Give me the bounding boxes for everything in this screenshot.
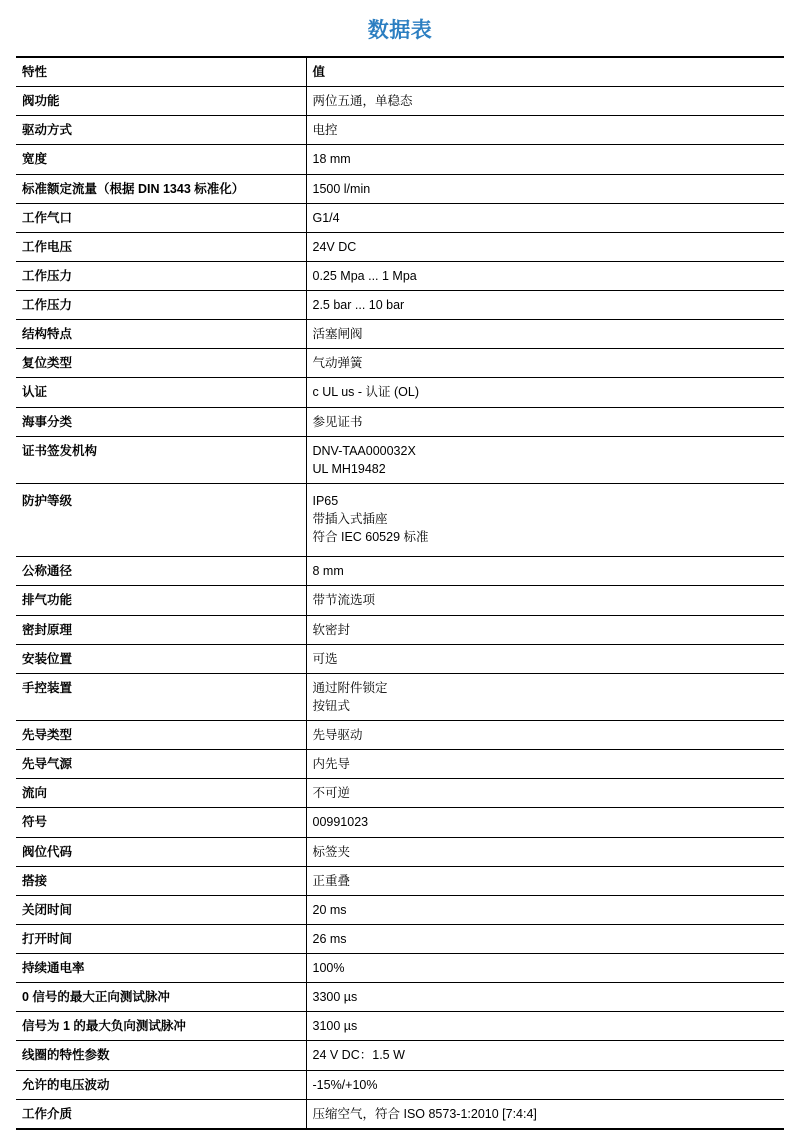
table-row (16, 261, 784, 290)
table-row (16, 174, 784, 203)
value-line: 26 ms (312, 931, 347, 946)
table-row (16, 808, 784, 837)
value-line: 标签夹 (312, 844, 351, 859)
property-cell: 公称通径 (16, 557, 306, 586)
value-line: 3100 µs (312, 1019, 358, 1034)
table-body (16, 87, 784, 1129)
property-cell: 海事分类 (16, 407, 306, 436)
property-cell: 阀位代码 (16, 837, 306, 866)
property-cell: 打开时间 (16, 924, 306, 953)
value-cell (306, 779, 784, 808)
table-row (16, 1012, 784, 1041)
property-cell: 手控装置 (16, 673, 306, 720)
value-cell (306, 203, 784, 232)
property-cell: 线圈的特性参数 (16, 1041, 306, 1070)
value-line: 正重叠 (312, 873, 351, 888)
property-cell: 排气功能 (16, 586, 306, 615)
value-line: IP65 (312, 493, 339, 508)
value-cell (306, 320, 784, 349)
value-line: 符合 IEC 60529 标准 (312, 530, 429, 545)
table-row (16, 349, 784, 378)
value-line: 18 mm (312, 152, 351, 167)
value-line: 2.5 bar ... 10 bar (312, 298, 405, 312)
value-cell (306, 87, 784, 116)
value-cell (306, 924, 784, 953)
property-cell: 密封原理 (16, 615, 306, 644)
property-cell: 宽度 (16, 145, 306, 174)
property-cell: 持续通电率 (16, 954, 306, 983)
value-cell (306, 116, 784, 145)
property-cell: 先导气源 (16, 750, 306, 779)
table-header (16, 57, 784, 87)
table-row (16, 1041, 784, 1070)
value-line: 电控 (312, 123, 338, 138)
table-row (16, 378, 784, 407)
value-cell (306, 349, 784, 378)
property-cell: 驱动方式 (16, 116, 306, 145)
table-row (16, 557, 784, 586)
value-cell (306, 954, 784, 983)
value-cell (306, 837, 784, 866)
table-row (16, 779, 784, 808)
value-line: 3300 µs (312, 990, 358, 1005)
property-cell: 工作气口 (16, 203, 306, 232)
value-line: 按钮式 (312, 698, 351, 713)
property-cell: 符号 (16, 808, 306, 837)
table-row (16, 673, 784, 720)
value-cell (306, 1041, 784, 1070)
value-cell (306, 291, 784, 320)
table-row (16, 291, 784, 320)
value-line: 不可逆 (312, 786, 351, 801)
table-row (16, 407, 784, 436)
value-cell (306, 407, 784, 436)
value-cell (306, 436, 784, 483)
property-cell: 信号为 1 的最大负向测试脉冲 (16, 1012, 306, 1041)
value-line: 100% (312, 961, 345, 975)
value-line: 00991023 (312, 815, 369, 830)
property-cell: 工作压力 (16, 291, 306, 320)
property-cell: 搭接 (16, 866, 306, 895)
value-line: 24V DC (312, 239, 357, 254)
value-cell (306, 673, 784, 720)
value-line: 压缩空气，符合 ISO 8573-1:2010 [7:4:4] (312, 1106, 537, 1121)
value-line: 带插入式插座 (312, 512, 388, 526)
property-cell: 安装位置 (16, 644, 306, 673)
property-cell: 0 信号的最大正向测试脉冲 (16, 983, 306, 1012)
property-cell: 证书签发机构 (16, 436, 306, 483)
value-cell (306, 1070, 784, 1099)
value-line: 0.25 Mpa ... 1 Mpa (312, 268, 417, 283)
property-cell: 认证 (16, 378, 306, 407)
table-row (16, 483, 784, 556)
value-cell (306, 1099, 784, 1129)
table-row (16, 203, 784, 232)
value-line: -15%/+10% (312, 1077, 378, 1092)
value-cell (306, 895, 784, 924)
table-row (16, 983, 784, 1012)
table-row (16, 721, 784, 750)
value-cell (306, 145, 784, 174)
value-cell (306, 644, 784, 673)
table-row (16, 924, 784, 953)
table-header-row (16, 57, 784, 87)
value-line: UL MH19482 (312, 461, 386, 476)
value-cell (306, 378, 784, 407)
page-title: 数据表 (367, 19, 433, 42)
value-cell (306, 483, 784, 556)
value-line: 两位五通，单稳态 (312, 94, 413, 109)
value-line: 通过附件锁定 (312, 680, 388, 695)
property-cell: 工作电压 (16, 232, 306, 261)
table-row (16, 837, 784, 866)
property-cell: 复位类型 (16, 349, 306, 378)
value-cell (306, 586, 784, 615)
datasheet-table-wrapper (0, 56, 800, 1140)
value-line: 软密封 (312, 622, 351, 637)
table-row (16, 644, 784, 673)
property-cell: 工作介质 (16, 1099, 306, 1129)
column-header-value: 值 (306, 57, 784, 87)
property-cell: 防护等级 (16, 483, 306, 556)
property-cell: 标准额定流量（根据 DIN 1343 标准化） (16, 174, 306, 203)
property-cell: 允许的电压波动 (16, 1070, 306, 1099)
table-row (16, 895, 784, 924)
column-header-property: 特性 (16, 57, 306, 87)
property-cell: 先导类型 (16, 721, 306, 750)
value-line: 24 V DC：1.5 W (312, 1048, 405, 1063)
table-row (16, 87, 784, 116)
value-cell (306, 557, 784, 586)
table-row (16, 1070, 784, 1099)
value-line: 气动弹簧 (312, 356, 363, 371)
table-row (16, 954, 784, 983)
value-cell (306, 174, 784, 203)
property-cell: 结构特点 (16, 320, 306, 349)
table-row (16, 116, 784, 145)
table-row (16, 145, 784, 174)
value-cell (306, 983, 784, 1012)
value-cell (306, 808, 784, 837)
property-cell: 流向 (16, 779, 306, 808)
table-row (16, 615, 784, 644)
table-row (16, 586, 784, 615)
table-row (16, 320, 784, 349)
table-row (16, 866, 784, 895)
value-cell (306, 261, 784, 290)
value-line: 8 mm (312, 564, 344, 579)
value-cell (306, 866, 784, 895)
value-cell (306, 615, 784, 644)
value-line: DNV-TAA000032X (312, 443, 416, 458)
value-cell (306, 1012, 784, 1041)
table-row (16, 232, 784, 261)
value-line: 内先导 (312, 757, 351, 772)
value-cell (306, 721, 784, 750)
value-line: 20 ms (312, 902, 347, 917)
value-line: 带节流选项 (312, 593, 376, 608)
datasheet-table (16, 56, 784, 1130)
value-line: 可选 (312, 651, 338, 666)
value-line: 先导驱动 (312, 728, 363, 742)
table-row (16, 1099, 784, 1129)
value-line: 参见证书 (312, 414, 363, 429)
table-row (16, 750, 784, 779)
table-row (16, 436, 784, 483)
value-line: c UL us - 认证 (OL) (312, 385, 419, 400)
value-cell (306, 750, 784, 779)
value-line: 1500 l/min (312, 181, 371, 196)
property-cell: 工作压力 (16, 261, 306, 290)
property-cell: 关闭时间 (16, 895, 306, 924)
value-cell (306, 232, 784, 261)
value-line: G1/4 (312, 210, 340, 225)
property-cell: 阀功能 (16, 87, 306, 116)
value-line: 活塞闸阀 (312, 327, 363, 342)
